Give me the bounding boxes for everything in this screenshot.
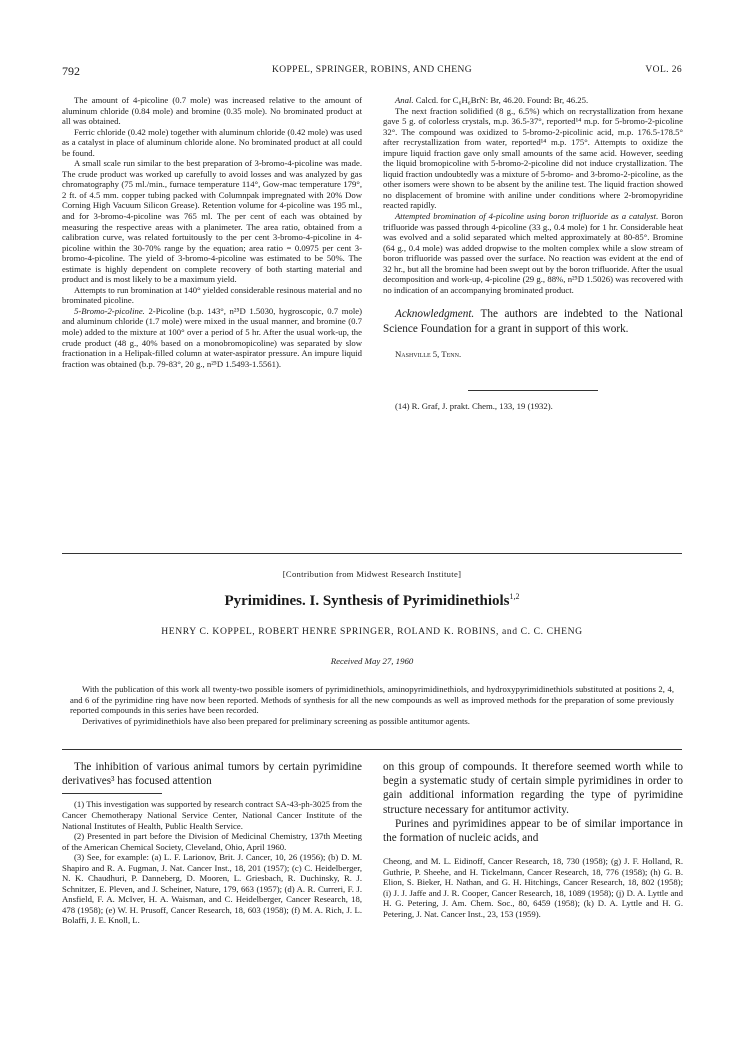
title-footnote-marks: 1,2 xyxy=(509,592,520,601)
paragraph: A small scale run similar to the best preparation of 3-bromo-4-picoline was made. The crude product was worked up carefully to avoid losses and was analyzed by gas chromatography (75 ml./min., furnace temperature 114°, Gow-mac temperature 179°, 2 ft. of 4.5 mm. copper tubing packed with Columnpak impregnated with 20% Dow Corning High Vacuum Silicon Grease). Retention volume for 4-picoline was 195 ml., and for 3-bromo-4-picoline was 765 ml. The per cent of each was obtained by measuring the respective areas with a planimeter. The area ratio, obtained from a calibration curve, was related fortuitously to the per cent 3-bromo-4-picoline in 4-picoline within the 30-70% range by the equation; area ratio = 0.0975 per cent 3-bromo-4-picoline. The yield of 3-bromo-4-picoline was estimated to be 50%. The estimate is highly dependent on complete recovery of both starting material and product and is most likely to be a maximum yield. xyxy=(62,158,362,285)
section-rule xyxy=(62,553,682,554)
experimental-right-column xyxy=(383,95,683,411)
footnote: (2) Presented in part before the Division of Medicinal Chemistry, 137th Meeting of the American Chemical Society, Cleveland, Ohio, April 1960. xyxy=(62,831,362,852)
footnotes-right xyxy=(383,856,683,919)
body-right-column xyxy=(383,760,683,920)
footnote-rule xyxy=(62,793,162,794)
abstract-rule xyxy=(62,749,682,750)
body-paragraph: The inhibition of various animal tumors by certain pyrimidine derivatives³ has focused attention xyxy=(62,761,362,788)
received-date: Received May 27, 1960 xyxy=(330,656,414,666)
bromo-picoline-heading: 5-Bromo-2-picoline. xyxy=(74,305,145,316)
bromo-picoline-text: 2-Picoline (b.p. 143°, n²⁵D 1.5030, hygroscopic, 0.7 mole) and aluminum chloride (1.7 mole) were mixed in the usual manner, and bromine (0.7 mole) added to the mixture at 100° over a period of 5 hr. After the usual work-up, the crude product (48 g., 40% based on a monobromopicoline) was separated by slow fractionation in a Helipak-filled column at water-aspirator pressure. An impure liquid fraction was obtained (b.p. 79-83°, 20 g., n²⁵D 1.5493-1.5561). xyxy=(62,305,362,369)
boron-text: Boron trifluoride was passed through 4-picoline (33 g., 0.4 mole) for 1 hr. Considerable heat was evolved and a solid separated which melted approximately at 80-85°. Bromine (64 g., 0.4 mole) was added dropwise to the molten complex while a slow stream of boron trifluoride was passed over the surface. No reaction was evident at the end of 32 hr., but all the bromine had been swept out by the boron trifluoride. After the usual decomposition and work-up, 4-picoline (29 g., 88%, n²⁵D 1.5026) was recovered with no indication of an accompanying brominated product. xyxy=(383,211,684,295)
acknowledgment-text: The authors are indebted to the National Science Foundation for a grant in support of this work. xyxy=(383,308,683,335)
acknowledgment-label: Acknowledgment. xyxy=(395,308,475,321)
bromo-picoline-paragraph xyxy=(62,306,362,369)
footnote: (3) See, for example: (a) L. F. Larionov, Brit. J. Cancer, 10, 26 (1956); (b) D. M. Shapiro and R. A. Fugman, J. Nat. Cancer Inst., 18, 201 (1957); (c) C. Heidelberger, N. K. Chaudhuri, P. Danneberg, D. Mooren, L. Griesbach, R. Duchinsky, R. J. Schnitzer, E. Pleven, and J. Scheiner, Nature, 179, 663 (1957); (d) A. R. Curreri, F. J. Ansfield, F. A. McIver, H. A. Waisman, and C. Heidelberger, Cancer Research, 18, 478 (1958); (e) W. H. Prusoff, Cancer Research, 18, 603 (1958); (f) M. A. Rich, J. L. Bolaffi, J. E. Knoll, L. xyxy=(62,852,362,926)
byline: HENRY C. KOPPEL, ROBERT HENRE SPRINGER, ROLAND K. ROBINS, and C. C. CHENG xyxy=(161,626,583,637)
analysis-text: Calcd. for C₆H₆BrN: Br, 46.20. Found: Br, 46.25. xyxy=(413,95,589,105)
analysis-label: Anal. xyxy=(395,95,414,105)
acknowledgment xyxy=(383,307,683,336)
abstract-paragraph: With the publication of this work all twenty-two possible isomers of pyrimidinethiols, aminopyrimidinethiols, and hydroxypyrimidinethiols substituted at positions 2, 4, and 6 of the pyrimidine ring have now been reported. Methods of synthesis for all the new compounds as well as improved methods for the preparation of some previously reported compounds in this series have been recorded. xyxy=(70,684,674,716)
page-number: 792 xyxy=(62,64,80,78)
experimental-left-column xyxy=(62,95,362,369)
running-head xyxy=(62,64,682,80)
abstract-paragraph: Derivatives of pyrimidinethiols have also been prepared for preliminary screening as possible antitumor agents. xyxy=(82,715,470,726)
place-line: Nashville 5, Tenn. xyxy=(395,349,462,360)
body-paragraph: on this group of compounds. It therefore seemed worth while to begin a systematic study of certain simple pyrimidines in order to gain additional information regarding the type of pyrimidine structure necessary for antitumor activity. xyxy=(383,761,683,816)
abstract xyxy=(70,684,674,726)
analysis-line xyxy=(383,95,683,106)
article-title-text: Pyrimidines. I. Synthesis of Pyrimidinethiols xyxy=(224,593,510,609)
footnote: (1) This investigation was supported by research contract SA-43-ph-3025 from the Cancer Chemotherapy National Service Center, National Cancer Institute of the National Institutes of Health, Public Health Service. xyxy=(62,799,362,831)
body-paragraph: Purines and pyrimidines appear to be of similar importance in the formation of nucleic acids, and xyxy=(383,817,683,845)
volume-label: VOL. 26 xyxy=(645,65,682,75)
paragraph: The next fraction solidified (8 g., 6.5%) which on recrystallization from hexane gave 5 g. of colorless crystals, m.p. 36.5-37°, reported¹⁴ m.p. for 5-bromo-2-picoline 32°. The compound was oxidized to 5-bromo-2-picolinic acid, m.p. 176.5-178.5° after recrystallization from water, reported¹⁴ m.p. 175°. Attempts to oxidize the impure liquid fraction gave only small amounts of the same acid. However, seeding the liquid bromopicoline with 5-bromo-2-picoline did not induce crystallization. The liquid fraction undoubtedly was a mixture of 5-bromo- and 3-bromo-2-picoline, as the other isomers were shown to be absent by the aniline test. The liquid fraction showed no displacement of bromine with aniline under conditions where 2-bromopyridine reacted rapidly. xyxy=(383,105,683,211)
paragraph: Attempts to run bromination at 140° yielded considerable resinous material and no brominated picoline. xyxy=(62,284,362,306)
paragraph: The amount of 4-picoline (0.7 mole) was increased relative to the amount of aluminum chloride (0.84 mole) and bromine (0.35 mole). No brominated product at all was obtained. xyxy=(62,95,362,127)
short-rule xyxy=(468,390,598,391)
footnotes-left xyxy=(62,799,362,926)
contribution-line: [Contribution from Midwest Research Institute] xyxy=(282,569,462,579)
footnote-14: (14) R. Graf, J. prakt. Chem., 133, 19 (1932). xyxy=(395,400,553,411)
body-left-column xyxy=(62,760,362,926)
boron-paragraph xyxy=(383,211,683,295)
running-authors: KOPPEL, SPRINGER, ROBINS, AND CHENG xyxy=(271,65,473,75)
article-title xyxy=(62,592,682,610)
paragraph: Ferric chloride (0.42 mole) together with aluminum chloride (0.42 mole) was used as a catalyst in place of aluminum chloride alone. No brominated product at all could be found. xyxy=(62,126,362,158)
boron-heading: Attempted bromination of 4-picoline using boron trifluoride as a catalyst. xyxy=(395,211,659,222)
footnote-continuation: Cheong, and M. L. Eidinoff, Cancer Research, 18, 730 (1958); (g) J. F. Holland, R. Guthrie, P. Sheehe, and H. Tickelmann, Cancer Research, 18, 776 (1958); (h) G. B. Elion, S. Bieker, H. Nathan, and G. H. Hitchings, Cancer Research, 18, 802 (1958); (i) J. J. Jaffe and J. R. Cooper, Cancer Research, 18, 1089 (1958); (j) D. A. Lyttle and H. G. Petering, J. Am. Chem. Soc., 80, 6459 (1958); (k) D. A. Lyttle and H. G. Petering, J. Nat. Cancer Inst., 23, 153 (1959). xyxy=(383,856,683,919)
